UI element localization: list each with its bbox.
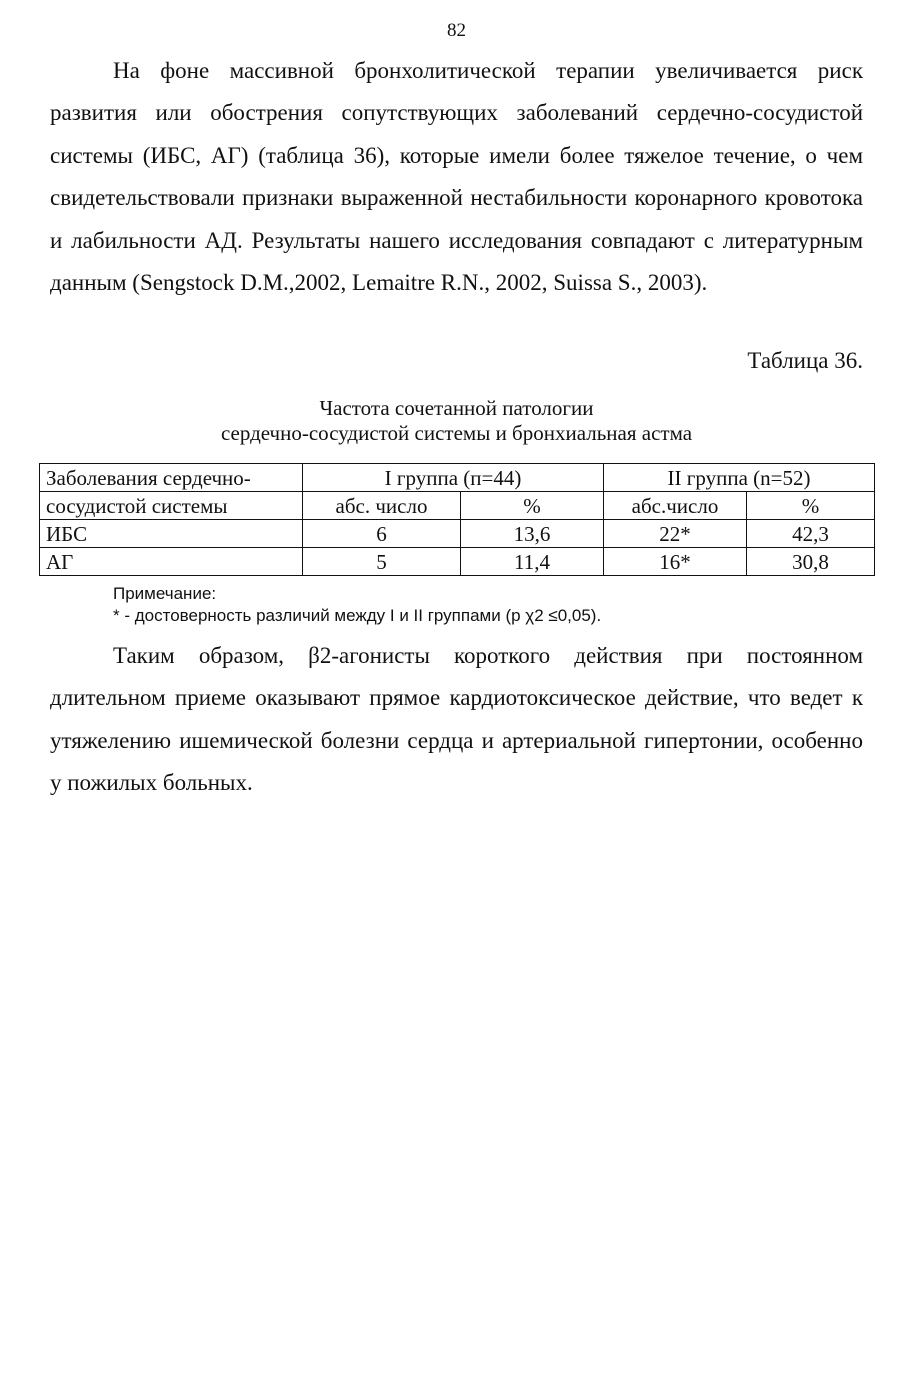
header-g1-abs: абс. число [303,492,461,520]
row-g1-abs: 5 [303,548,461,576]
row-g2-pct: 42,3 [747,520,875,548]
note-text: * - достоверность различий между I и II группами (р χ2 ≤0,05). [113,606,602,625]
row-g2-abs: 22* [604,520,747,548]
table-row [40,548,875,576]
row-g2-abs: 16* [604,548,747,576]
table-label: Таблица 36. [747,348,863,373]
data-table [39,463,875,576]
header-disease-line-2: сосудистой системы [40,492,303,520]
table-title [0,396,913,446]
table-row [40,520,875,548]
page-number: 82 [447,20,466,41]
header-group-1: I группа (п=44) [303,464,604,492]
header-disease-line-1: Заболевания сердечно- [40,464,303,492]
paragraph-conclusion: Таким образом, β2-агонисты короткого действия при постоянном длительном приеме оказывают прямое кардиотоксическое действие, что ведет к утяжелению ишемической болезни сердца и артериальной гипертонии, особенно у пожилых больных. [50,643,863,796]
header-g2-abs: абс.число [604,492,747,520]
header-group-2: II группа (n=52) [604,464,875,492]
row-g1-abs: 6 [303,520,461,548]
row-g1-pct: 13,6 [461,520,604,548]
row-g2-pct: 30,8 [747,548,875,576]
table-header-row-2 [40,492,875,520]
header-g2-pct: % [747,492,875,520]
table-header-row-1 [40,464,875,492]
note-title: Примечание: [113,584,217,603]
table-title-line-1: Частота сочетанной патологии [319,396,594,420]
row-g1-pct: 11,4 [461,548,604,576]
paragraph-intro: На фоне массивной бронхолитической терапии увеличивается риск развития или обострения сопутствующих заболеваний сердечно-сосудистой системы (ИБС, АГ) (таблица 36), которые имели более тяжелое течение, о чем свидетельствовали признаки выраженной нестабильности коронарного кровотока и лабильности АД. Результаты нашего исследования совпадают с литературным данным (Sengstock D.M.,2002, Lemaitre R.N., 2002, Suissa S., 2003). [50,58,863,296]
row-disease-name: ИБС [40,520,303,548]
table-title-line-2: сердечно-сосудистой системы и бронхиальная астма [220,421,693,445]
header-g1-pct: % [461,492,604,520]
row-disease-name: АГ [40,548,303,576]
